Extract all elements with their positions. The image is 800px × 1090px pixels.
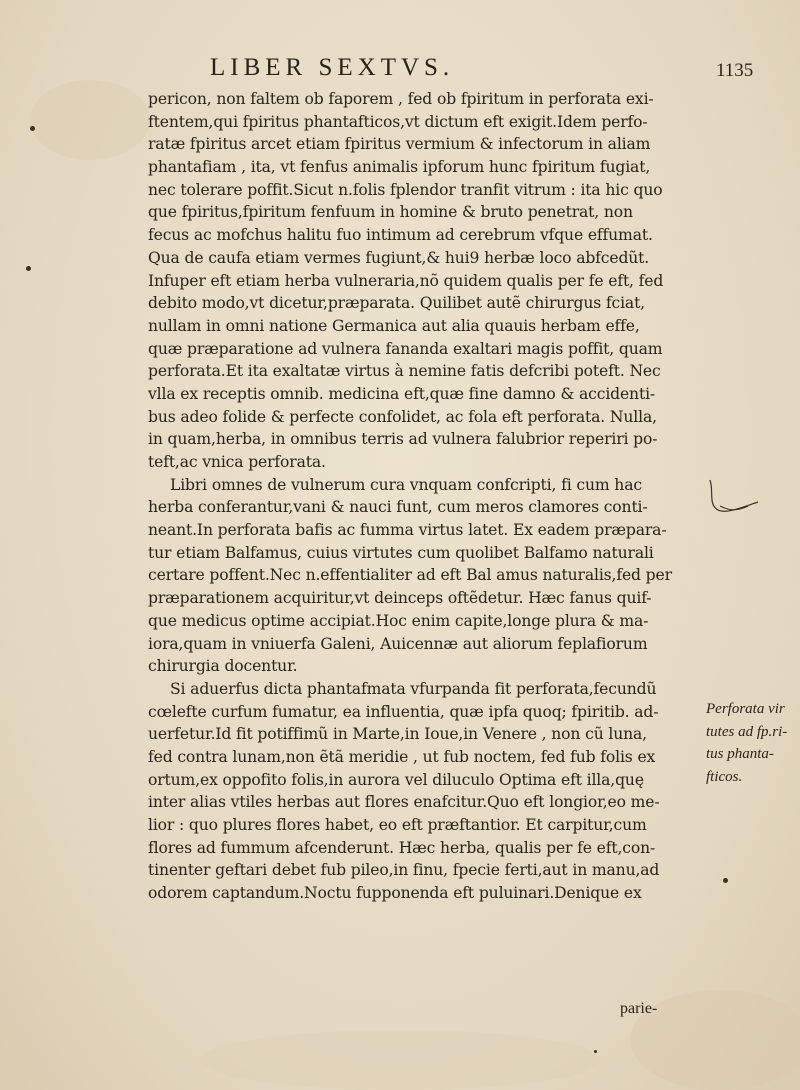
text-line: pericon, non faltem ob faporem , fed ob fpiritum in perforata exi- [148,90,654,108]
catchword: parie- [620,1000,658,1017]
text-line: fecus ac mofchus halitu fuo intimum ad cerebrum vfque effumat. [148,226,653,245]
marginal-note [706,698,800,789]
text-line: phantafiam , ita, vt fenfus animalis ipforum hunc fpiritum fugiat, [148,158,651,177]
text-line: Si aduerfus dicta phantafmata vfurpanda fit perforata,fecundũ [170,679,657,698]
text-line: nullam in omni natione Germanica aut alia quauis herbam effe, [148,316,640,335]
text-line: uerfetur.Id fit potiffimũ in Marte,in Ioue,in Venere , non cũ luna, [148,725,647,744]
text-line: odorem captandum.Noctu fupponenda eft puluinari.Denique ex [148,884,642,903]
text-line: Libri omnes de vulnerum cura vnquam confcripti, fi cum hac [170,475,642,494]
text-line: quæ præparatione ad vulnera fananda exaltari magis poffit, quam [148,339,663,358]
text-line: tinenter geftari debet fub pileo,in finu, fpecie ferti,aut in manu,ad [148,861,660,880]
text-line: chirurgia docentur. [148,657,298,676]
text-line: tur etiam Balfamus, cuius virtutes cum quolibet Balfamo naturali [148,543,654,562]
text-line: vlla ex receptis omnib. medicina eft,quæ fine damno & accidenti- [148,384,656,403]
ink-spot [30,126,35,131]
text-line: lior : quo plures flores habet, eo eft præftantior. Et carpitur,cum [148,816,647,834]
page-header [0,52,800,88]
text-line: que medicus optime accipiat.Hoc enim capite,longe plura & ma- [148,611,649,630]
text-line: inter alias vtiles herbas aut flores enafcitur.Quo eft longior,eo me- [148,793,660,812]
text-line: que fpiritus,fpiritum fenfuum in homine & bruto penetrat, non [148,203,633,222]
text-line: certare poffent.Nec n.effentialiter ad eft Bal amus naturalis,fed per [148,566,672,585]
text-line: in quam,herba, in omnibus terris ad vulnera falubrior reperiri po- [148,430,658,449]
ink-spot [723,878,728,883]
text-line: Qua de caufa etiam vermes fugiunt,& hui9 herbæ loco abfcedũt. [148,248,650,267]
text-line: præparationem acquiritur,vt deinceps oftẽdetur. Hæc fanus quif- [148,589,652,608]
text-line: perforata.Et ita exaltatæ virtus à nemine fatis defcribi poteft. Nec [148,362,661,381]
text-line: ftentem,qui fpiritus phantafticos,vt dictum eft exigit.Idem perfo- [148,112,648,131]
text-line: iora,quam in vniuerfa Galeni, Auicennæ aut aliorum feplafiorum [148,634,648,653]
marginal-note-line: Perforata vir [706,701,785,717]
text-line: ratæ fpiritus arcet etiam fpiritus vermium & infectorum in aliam [148,135,651,154]
marginal-note-line: fticos. [706,769,743,786]
folio-number: 1135 [716,60,754,81]
text-line: ortum,ex oppofito folis,in aurora vel diluculo Optima eft illa,quę [148,770,644,789]
text-line: cœlefte curfum fumatur, ea influentia, quæ ipfa quoq; fpiritib. ad- [148,702,659,721]
text-line: flores ad fummum afcenderunt. Hæc herba, qualis per fe eft,con- [148,838,656,857]
ink-doodle-mark [700,470,770,530]
text-line: fed contra lunam,non ẽtã meridie , ut fub noctem, fed fub folis ex [148,747,656,766]
text-line: nec tolerare poffit.Sicut n.folis fplendor tranfit vitrum : ita hic quo [148,180,663,199]
text-line: teft,ac vnica perforata. [148,453,326,471]
marginal-note-line: tus phanta- [706,746,774,763]
ink-spot [26,266,31,271]
text-line: debito modo,vt dicetur,præparata. Quilibet autẽ chirurgus fciat, [148,294,645,313]
text-line: herba conferantur,vani & nauci funt, cum meros clamores conti- [148,498,648,517]
ink-spot [594,1050,597,1053]
running-title: LIBER SEXTVS. [210,54,455,81]
main-text [148,88,688,905]
text-line: bus adeo folide & perfecte confolidet, ac fola eft perforata. Nulla, [148,407,657,426]
text-line: neant.In perforata bafis ac fumma virtus latet. Ex eadem præpara- [148,521,667,540]
text-line: Infuper eft etiam herba vulneraria,nõ quidem qualis per fe eft, fed [148,271,664,290]
marginal-note-line: tutes ad fp.ri- [706,723,788,740]
